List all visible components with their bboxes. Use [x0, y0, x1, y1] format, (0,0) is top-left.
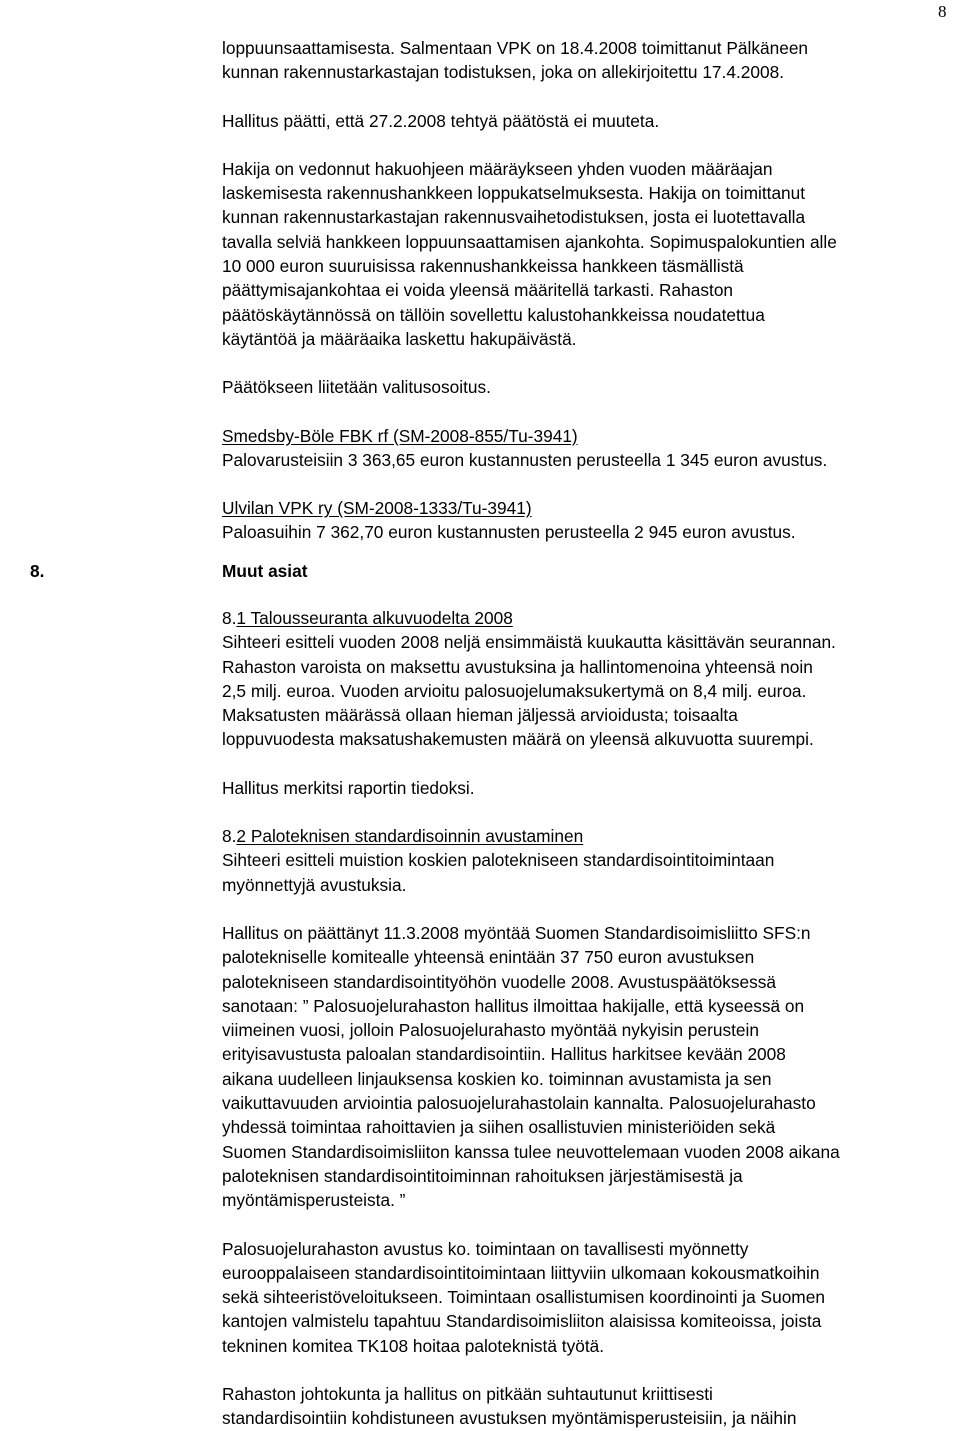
- subsection-title: 1 Talousseuranta alkuvuodelta 2008: [236, 608, 513, 628]
- text-line: Rahaston varoista on maksettu avustuksina ja hallintomenoina yhteensä noin: [222, 656, 813, 677]
- text-line: Hallitus merkitsi raportin tiedoksi.: [222, 777, 475, 798]
- text-line: Hakija on vedonnut hakuohjeen määräykseen yhden vuoden määräajan: [222, 158, 773, 179]
- subsection-number: 8.: [222, 608, 237, 628]
- text-line: päättymisajankohtaa ei voida yleensä määritellä tarkasti. Rahaston: [222, 280, 734, 301]
- text-line: sekä sihteeristöveloitukseen. Toimintaan osallistumisen koordinointi ja Suomen: [222, 1287, 825, 1308]
- subsection-heading: [222, 824, 960, 848]
- text-line: myönnettyjä avustuksia.: [222, 874, 407, 895]
- text-line: 2,5 milj. euroa. Vuoden arvioitu palosuojelumaksukertymä on 8,4 milj. euroa.: [222, 680, 807, 701]
- text-line: 10 000 euron suuruisissa rakennushankkeissa hankkeen täsmällistä: [222, 256, 744, 277]
- text-line: kunnan rakennustarkastajan rakennusvaihetodistuksen, josta ei luotettavalla: [222, 207, 806, 228]
- grant-title: Ulvilan VPK ry (SM-2008-1333/Tu-3941): [222, 498, 532, 519]
- text-line: Suomen Standardisoimisliiton kanssa tulee neuvottelemaan vuoden 2008 aikana: [222, 1141, 840, 1162]
- text-line: Maksatusten määrässä ollaan hieman jäljessä arvioidusta; toisaalta: [222, 705, 738, 726]
- text-line: kunnan rakennustarkastajan todistuksen, joka on allekirjoitettu 17.4.2008.: [222, 62, 785, 83]
- text-line: palotekniseen standardisointityöhön vuodelle 2008. Avustuspäätöksessä: [222, 971, 777, 992]
- section-body: [222, 606, 960, 1431]
- text-line: Rahaston johtokunta ja hallitus on pitkään suhtautunut kriittisesti: [222, 1384, 713, 1405]
- text-line: Sihteeri esitteli vuoden 2008 neljä ensimmäistä kuukautta käsittävän seurannan.: [222, 632, 836, 653]
- text-line: Palosuojelurahaston avustus ko. toimintaan on tavallisesti myönnetty: [222, 1238, 749, 1259]
- text-line: eurooppalaiseen standardisointitoimintaan liittyviin ulkomaan kokousmatkoihin: [222, 1262, 820, 1283]
- grant-text: Paloasuihin 7 362,70 euron kustannusten perusteella 2 945 euron avustus.: [222, 522, 796, 543]
- text-line: Päätökseen liitetään valitusosoitus.: [222, 377, 491, 398]
- text-line: paloteknisen standardisointitoiminnan rahoituksen järjestämisestä ja: [222, 1165, 743, 1186]
- text-line: aikana uudelleen linjauksensa koskien ko. toiminnan avustamista ja sen: [222, 1068, 772, 1089]
- text-line: loppuunsaattamisesta. Salmentaan VPK on 18.4.2008 toimittanut Pälkäneen: [222, 38, 809, 58]
- text-line: myöntämisperusteista. ”: [222, 1190, 406, 1211]
- text-line: vaikuttavuuden arviointia palosuojelurahastolain kannalta. Palosuojelurahasto: [222, 1093, 816, 1114]
- text-line: Hallitus päätti, että 27.2.2008 tehtyä päätöstä ei muuteta.: [222, 110, 660, 131]
- text-line: sanotaan: ” Palosuojelurahaston hallitus ilmoittaa hakijalle, että kyseessä on: [222, 995, 805, 1016]
- section-title: Muut asiat: [222, 561, 308, 581]
- text-line: erityisavustusta paloalan standardisointiin. Hallitus harkitsee kevään 2008: [222, 1044, 786, 1065]
- text-line: palotekniselle komitealle yhteensä enintään 37 750 euron avustuksen: [222, 947, 755, 968]
- text-line: laskemisesta rakennushankkeen loppukatselmuksesta. Hakija on toimittanut: [222, 183, 806, 204]
- text-line: päätöskäytännössä on tällöin sovellettu kalustohankkeissa noudatettua: [222, 304, 765, 325]
- grant-text: Palovarusteisiin 3 363,65 euron kustannusten perusteella 1 345 euron avustus.: [222, 449, 828, 470]
- text-line: tekninen komitea TK108 hoitaa paloteknistä työtä.: [222, 1335, 605, 1356]
- text-line: standardisointiin kohdistuneen avustuksen myöntämisperusteisiin, ja näihin: [222, 1408, 797, 1429]
- text-line: yhdessä toimintaa rahoittavien ja siihen osallistuvien ministeriöiden sekä: [222, 1117, 776, 1138]
- text-line: loppuvuodesta maksatushakemusten määrä on yleensä alkuvuotta suurempi.: [222, 729, 814, 750]
- text-line: käytäntöä ja määräaika laskettu hakupäivästä.: [222, 328, 577, 349]
- page-number: 8: [938, 2, 947, 21]
- text-line: Sihteeri esitteli muistion koskien palotekniseen standardisointitoimintaan: [222, 850, 775, 871]
- text-line: Hallitus on päättänyt 11.3.2008 myöntää Suomen Standardisoimisliitto SFS:n: [222, 922, 811, 943]
- subsection-number: 8.: [222, 826, 237, 847]
- text-line: viimeinen vuosi, jolloin Palosuojelurahasto myöntää nykyisin perustein: [222, 1020, 759, 1041]
- document-body: [222, 36, 960, 545]
- section-number: 8.: [30, 561, 45, 581]
- grant-title: Smedsby-Böle FBK rf (SM-2008-855/Tu-3941): [222, 425, 578, 446]
- text-line: kantojen valmistelu tapahtuu Standardisoimisliiton alaisissa komiteoissa, joista: [222, 1311, 822, 1332]
- subsection-title: 2 Paloteknisen standardisoinnin avustaminen: [236, 826, 584, 847]
- subsection-heading: [222, 606, 960, 630]
- text-line: tavalla selviä hankkeen loppuunsaattamisen ajankohta. Sopimuspalokuntien alle: [222, 231, 837, 252]
